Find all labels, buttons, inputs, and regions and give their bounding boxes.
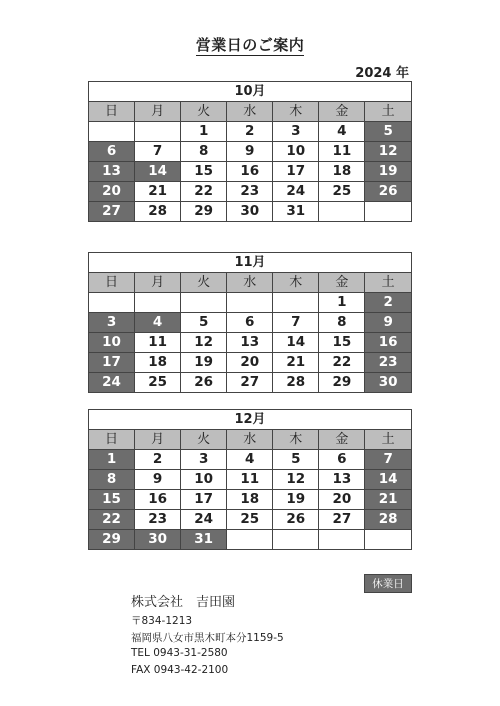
- calendar-week-row: [89, 122, 412, 142]
- holiday-date-cell: 15: [89, 490, 135, 510]
- date-cell: 18: [319, 162, 365, 182]
- weekday-header: 火: [181, 273, 227, 293]
- date-cell: 27: [319, 510, 365, 530]
- holiday-date-cell: 20: [89, 182, 135, 202]
- calendar-year: 2024 年: [355, 66, 409, 81]
- date-cell: 31: [273, 202, 319, 222]
- date-cell: 8: [319, 313, 365, 333]
- company-address: 福岡県八女市黒木町本分1159-5: [131, 632, 284, 644]
- date-cell: 6: [319, 450, 365, 470]
- date-cell: 17: [181, 490, 227, 510]
- holiday-date-cell: 31: [181, 530, 227, 550]
- date-cell: 30: [227, 202, 273, 222]
- calendar-december: [88, 409, 412, 550]
- holiday-date-cell: 21: [365, 490, 412, 510]
- date-cell: 17: [273, 162, 319, 182]
- holiday-date-cell: 30: [135, 530, 181, 550]
- holiday-date-cell: 10: [89, 333, 135, 353]
- date-cell: 16: [135, 490, 181, 510]
- empty-cell: [89, 293, 135, 313]
- date-cell: 16: [227, 162, 273, 182]
- holiday-date-cell: 14: [365, 470, 412, 490]
- holiday-date-cell: 14: [135, 162, 181, 182]
- holiday-date-cell: 27: [89, 202, 135, 222]
- holiday-date-cell: 23: [365, 353, 412, 373]
- date-cell: 3: [273, 122, 319, 142]
- date-cell: 19: [181, 353, 227, 373]
- date-cell: 22: [319, 353, 365, 373]
- company-fax: FAX 0943-42-2100: [131, 664, 229, 676]
- holiday-date-cell: 12: [365, 142, 412, 162]
- date-cell: 15: [181, 162, 227, 182]
- month-label: 10月: [89, 82, 412, 102]
- weekday-header: 日: [89, 102, 135, 122]
- date-cell: 4: [227, 450, 273, 470]
- empty-cell: [273, 293, 319, 313]
- page-title-text: 営業日のご案内: [195, 36, 305, 54]
- calendar-week-row: [89, 490, 412, 510]
- date-cell: 2: [135, 450, 181, 470]
- company-postal: 〒834-1213: [131, 615, 193, 627]
- date-cell: 25: [227, 510, 273, 530]
- date-cell: 12: [181, 333, 227, 353]
- weekday-header: 木: [273, 102, 319, 122]
- date-cell: 29: [181, 202, 227, 222]
- date-cell: 20: [227, 353, 273, 373]
- date-cell: 23: [135, 510, 181, 530]
- date-cell: 26: [273, 510, 319, 530]
- weekday-header: 土: [365, 273, 412, 293]
- holiday-legend: 休業日: [364, 574, 412, 593]
- empty-cell: [319, 202, 365, 222]
- date-cell: 11: [227, 470, 273, 490]
- date-cell: 13: [319, 470, 365, 490]
- weekday-header: 日: [89, 430, 135, 450]
- date-cell: 6: [227, 313, 273, 333]
- date-cell: 7: [273, 313, 319, 333]
- date-cell: 25: [319, 182, 365, 202]
- holiday-date-cell: 24: [89, 373, 135, 393]
- holiday-date-cell: 4: [135, 313, 181, 333]
- holiday-date-cell: 19: [365, 162, 412, 182]
- date-cell: 7: [135, 142, 181, 162]
- holiday-date-cell: 28: [365, 510, 412, 530]
- month-label: 12月: [89, 410, 412, 430]
- date-cell: 22: [181, 182, 227, 202]
- weekday-header: 金: [319, 273, 365, 293]
- holiday-date-cell: 26: [365, 182, 412, 202]
- date-cell: 29: [319, 373, 365, 393]
- holiday-date-cell: 3: [89, 313, 135, 333]
- date-cell: 20: [319, 490, 365, 510]
- date-cell: 28: [135, 202, 181, 222]
- weekday-header: 木: [273, 430, 319, 450]
- weekday-header: 木: [273, 273, 319, 293]
- holiday-date-cell: 9: [365, 313, 412, 333]
- empty-cell: [365, 530, 412, 550]
- date-cell: 19: [273, 490, 319, 510]
- date-cell: 24: [273, 182, 319, 202]
- calendar-week-row: [89, 450, 412, 470]
- holiday-date-cell: 1: [89, 450, 135, 470]
- holiday-date-cell: 8: [89, 470, 135, 490]
- date-cell: 28: [273, 373, 319, 393]
- company-tel: TEL 0943-31-2580: [131, 647, 228, 659]
- calendar-week-row: [89, 293, 412, 313]
- weekday-header: 金: [319, 430, 365, 450]
- weekday-header: 水: [227, 102, 273, 122]
- calendar-week-row: [89, 182, 412, 202]
- holiday-date-cell: 6: [89, 142, 135, 162]
- calendar-week-row: [89, 313, 412, 333]
- date-cell: 25: [135, 373, 181, 393]
- weekday-header: 土: [365, 102, 412, 122]
- calendar-week-row: [89, 202, 412, 222]
- date-cell: 9: [227, 142, 273, 162]
- calendar-week-row: [89, 373, 412, 393]
- date-cell: 23: [227, 182, 273, 202]
- empty-cell: [365, 202, 412, 222]
- date-cell: 21: [135, 182, 181, 202]
- weekday-header: 水: [227, 430, 273, 450]
- calendar-week-row: [89, 142, 412, 162]
- calendar-week-row: [89, 530, 412, 550]
- date-cell: 4: [319, 122, 365, 142]
- date-cell: 15: [319, 333, 365, 353]
- date-cell: 1: [319, 293, 365, 313]
- date-cell: 9: [135, 470, 181, 490]
- date-cell: 1: [181, 122, 227, 142]
- weekday-header: 水: [227, 273, 273, 293]
- date-cell: 10: [181, 470, 227, 490]
- date-cell: 26: [181, 373, 227, 393]
- date-cell: 13: [227, 333, 273, 353]
- weekday-header: 土: [365, 430, 412, 450]
- holiday-date-cell: 13: [89, 162, 135, 182]
- empty-cell: [227, 530, 273, 550]
- empty-cell: [273, 530, 319, 550]
- date-cell: 18: [135, 353, 181, 373]
- empty-cell: [181, 293, 227, 313]
- weekday-header: 月: [135, 273, 181, 293]
- holiday-date-cell: 30: [365, 373, 412, 393]
- calendar-week-row: [89, 510, 412, 530]
- date-cell: 12: [273, 470, 319, 490]
- weekday-header: 火: [181, 430, 227, 450]
- holiday-date-cell: 29: [89, 530, 135, 550]
- holiday-date-cell: 22: [89, 510, 135, 530]
- holiday-date-cell: 7: [365, 450, 412, 470]
- date-cell: 14: [273, 333, 319, 353]
- empty-cell: [227, 293, 273, 313]
- holiday-date-cell: 17: [89, 353, 135, 373]
- date-cell: 18: [227, 490, 273, 510]
- date-cell: 3: [181, 450, 227, 470]
- holiday-date-cell: 16: [365, 333, 412, 353]
- weekday-header: 火: [181, 102, 227, 122]
- calendar-november: [88, 252, 412, 393]
- empty-cell: [319, 530, 365, 550]
- holiday-date-cell: 5: [365, 122, 412, 142]
- calendar-week-row: [89, 333, 412, 353]
- date-cell: 21: [273, 353, 319, 373]
- weekday-header: 月: [135, 102, 181, 122]
- empty-cell: [135, 293, 181, 313]
- empty-cell: [135, 122, 181, 142]
- date-cell: 5: [273, 450, 319, 470]
- calendar-october: [88, 81, 412, 222]
- page-title: [0, 34, 500, 55]
- weekday-header: 金: [319, 102, 365, 122]
- weekday-header: 日: [89, 273, 135, 293]
- date-cell: 27: [227, 373, 273, 393]
- date-cell: 2: [227, 122, 273, 142]
- date-cell: 11: [319, 142, 365, 162]
- calendar-week-row: [89, 353, 412, 373]
- date-cell: 5: [181, 313, 227, 333]
- calendar-week-row: [89, 162, 412, 182]
- month-label: 11月: [89, 253, 412, 273]
- holiday-date-cell: 2: [365, 293, 412, 313]
- date-cell: 10: [273, 142, 319, 162]
- company-name: 株式会社 吉田園: [131, 595, 236, 610]
- date-cell: 8: [181, 142, 227, 162]
- weekday-header: 月: [135, 430, 181, 450]
- date-cell: 24: [181, 510, 227, 530]
- empty-cell: [89, 122, 135, 142]
- date-cell: 11: [135, 333, 181, 353]
- calendar-week-row: [89, 470, 412, 490]
